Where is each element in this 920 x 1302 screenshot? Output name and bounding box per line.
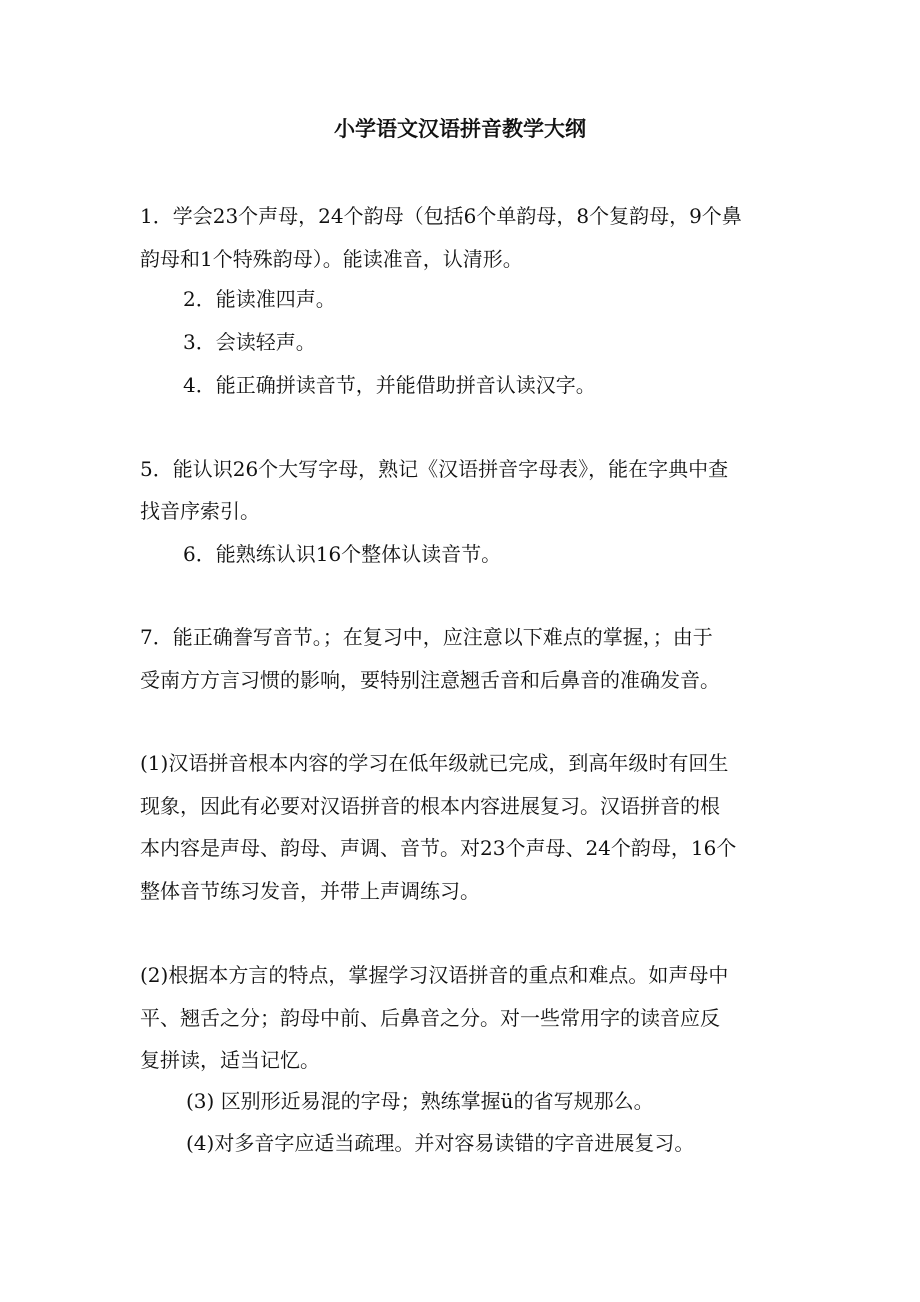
text-line: 4．能正确拼读音节，并能借助拼音认读汉字。 [183, 373, 596, 397]
text-line: 韵母和1个特殊韵母）。能读准音，认清形。 [140, 247, 523, 271]
text-line: (4)对多音字应适当疏理。并对容易读错的字音进展复习。 [186, 1131, 695, 1155]
text-line: 2．能读准四声。 [183, 287, 336, 311]
text-line: 受南方方言习惯的影响，要特别注意翘舌音和后鼻音的准确发音。 [140, 668, 720, 692]
text-line: 3．会读轻声。 [183, 330, 316, 354]
text-line: 现象，因此有必要对汉语拼音的根本内容进展复习。汉语拼音的根 [140, 794, 720, 818]
text-line: 5．能认识26个大写字母，熟记《汉语拼音字母表》，能在字典中查 [140, 457, 729, 481]
text-line: 平、翘舌之分；韵母中前、后鼻音之分。对一些常用字的读音应反 [140, 1006, 720, 1030]
text-line: 整体音节练习发音，并带上声调练习。 [140, 879, 480, 903]
text-line: 7．能正确誊写音节。；在复习中，应注意以下难点的掌握，；由于 [140, 625, 713, 649]
text-line: 找音序索引。 [140, 499, 260, 523]
document-title: 小学语文汉语拼音教学大纲 [334, 116, 586, 141]
text-line: (2)根据本方言的特点，掌握学习汉语拼音的重点和难点。如声母中 [140, 963, 729, 987]
text-line: 6．能熟练认识16个整体认读音节。 [183, 542, 502, 566]
text-line: (1)汉语拼音根本内容的学习在低年级就已完成，到高年级时有回生 [140, 751, 729, 775]
text-line: (3) 区别形近易混的字母；熟练掌握ü的省写规那么。 [186, 1089, 654, 1113]
text-line: 本内容是声母、韵母、声调、音节。对23个声母、24个韵母，16个 [140, 836, 737, 860]
text-line: 1．学会23个声母，24个韵母（包括6个单韵母，8个复韵母，9个鼻 [140, 204, 742, 228]
text-line: 复拼读，适当记忆。 [140, 1048, 320, 1072]
